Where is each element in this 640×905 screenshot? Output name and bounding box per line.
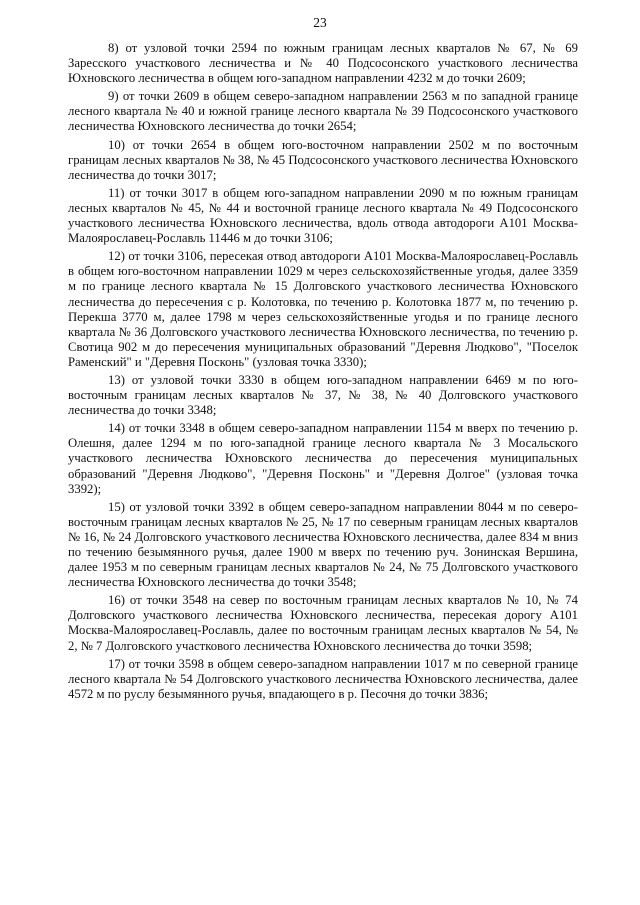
paragraph-item-8: 8) от узловой точки 2594 по южным границам лесных кварталов № 67, № 69 Заресского участкового лесничества и № 40 Подсосонского участкового лесничества Юхновского лесничества в общем юго-западном направлении 4232 м до точки 2609;	[68, 41, 578, 86]
paragraph-item-11: 11) от точки 3017 в общем юго-западном направлении 2090 м по южным границам лесных кварталов № 45, № 44 и восточной границе лесного квартала № 49 Подсосонского участкового лесничества Юхновского лесничества, вдоль отвода автодороги А101 Москва-Малоярославец-Рославль 11446 м до точки 3106;	[68, 185, 578, 246]
paragraph-item-14: 14) от точки 3348 в общем северо-западном направлении 1154 м вверх по течению р. Олешня, далее 1294 м по юго-западной границе лесного квартала № 3 Мосальского участкового лесничества Юхновского лесничества до пересечения муниципальных образований "Деревня Людково", "Деревня Посконь" и "Деревня Долгое" (узловая точка 3392);	[68, 421, 578, 496]
paragraph-item-16: 16) от точки 3548 на север по восточным границам лесных кварталов № 10, № 74 Долговского участкового лесничества Юхновского лесничества, пересекая дорогу А101 Москва-Малоярославец-Рославль, далее по восточным границам лесных кварталов № 54, № 2, № 7 Долговского участкового лесничества Юхновского лесничества до точки 3598;	[68, 593, 578, 653]
paragraph-item-10: 10) от точки 2654 в общем юго-восточном направлении 2502 м по восточным границам лесных кварталов № 38, № 45 Подсосонского участкового лесничества Юхновского лесничества до точки 3017;	[68, 137, 578, 182]
paragraph-item-15: 15) от узловой точки 3392 в общем северо-западном направлении 8044 м по северо-восточным границам лесных кварталов № 25, № 17 по северным границам лесных кварталов № 16, № 24 Долговского участкового лесничества Юхновского лесничества, далее 834 м вниз по течению безымянного ручья, далее 1900 м вверх по течению руч. Зонинская Вершина, далее 1953 м по северным границам лесных кварталов № 24, № 75 Долговского участкового лесничества Юхновского лесничества до точки 3548;	[68, 499, 578, 590]
paragraph-item-13: 13) от узловой точки 3330 в общем юго-западном направлении 6469 м по юго-восточным границам лесных кварталов № 37, № 38, № 40 Долговского участкового лесничества до точки 3348;	[68, 372, 578, 418]
page-number: 23	[313, 15, 327, 30]
document-body	[68, 41, 578, 705]
paragraph-item-17: 17) от точки 3598 в общем северо-западном направлении 1017 м по северной границе лесного квартала № 54 Долговского участкового лесничества Юхновского лесничества, далее 4572 м по руслу безымянного ручья, впадающего в р. Песочня до точки 3836;	[68, 656, 578, 701]
paragraph-item-9: 9) от точки 2609 в общем северо-западном направлении 2563 м по западной границе лесного квартала № 40 и южной границе лесного квартала № 39 Подсосонского участкового лесничества Юхновского лесничества до точки 2654;	[68, 89, 578, 134]
paragraph-item-12: 12) от точки 3106, пересекая отвод автодороги А101 Москва-Малоярославец-Рославль в общем юго-восточном направлении 1029 м через сельскохозяйственные угодья, далее 3359 м по границе лесного квартала № 15 Долговского участкового лесничества Юхновского лесничества до пересечения с р. Колотовка, по течению р. Колотовка 1877 м, по течению р. Перекша 3770 м, далее 1798 м через сельскохозяйственные угодья и по границе лесного квартала № 36 Долговского участкового лесничества Юхновского лесничества, по течению р. Свотица 902 м до пересечения муниципальных образований "Деревня Людково", "Поселок Раменский" и "Деревня Посконь" (узловая точка 3330);	[68, 249, 578, 369]
